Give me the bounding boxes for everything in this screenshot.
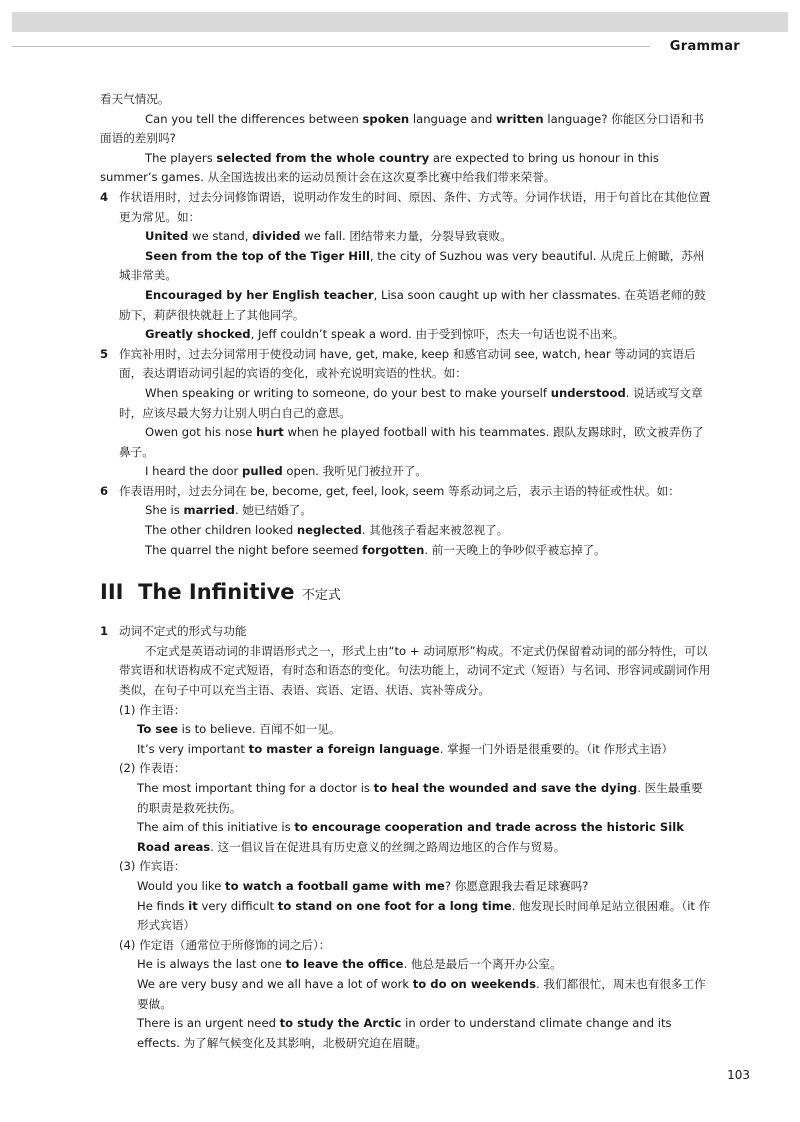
numbered-item-6: 6 作表语用时，过去分词在 be, become, get, feel, look, seem 等系动词之后，表示主语的特征或性状。如： <box>100 482 712 502</box>
numbered-item-1: 1 动词不定式的形式与功能 <box>100 622 712 642</box>
example-sentence: Can you tell the differences between spoken language and written language? 你能区分口语和书面语的差别吗? <box>100 111 704 146</box>
running-header <box>12 35 788 59</box>
paragraph: 看天气情况。 <box>100 92 170 106</box>
example-sentence: Greatly shocked, Jeff couldn’t speak a word. 由于受到惊吓，杰夫一句话也说不出来。 <box>145 327 625 342</box>
example-sentence: The players selected from the whole country are expected to bring us honour in this summer’s games. 从全国选拔出来的运动员预计会在这次夏季比赛中给我们带来荣誉。 <box>100 150 659 185</box>
example-sentence: Seen from the top of the Tiger Hill, the city of Suzhou was very beautiful. 从虎丘上俯瞰，苏州城非常美。 <box>119 248 705 283</box>
item-number: 6 <box>100 483 109 498</box>
example-sentence: United we stand, divided we fall. 团结带来力量，分裂导致衰败。 <box>145 229 512 244</box>
top-gray-bar <box>12 12 788 32</box>
page-number: 103 <box>727 1068 750 1082</box>
header-title: Grammar <box>669 39 740 54</box>
example-sentence: It’s very important to master a foreign language. 掌握一门外语是很重要的。（it 作形式主语） <box>137 741 674 756</box>
example-sentence: He finds it very difficult to stand on one foot for a long time. 他发现长时间单足站立很困难。（it 作形式宾语） <box>137 898 711 933</box>
example-sentence: The aim of this initiative is to encourage cooperation and trade across the historic Silk Road areas. 这一倡议旨在促进具有历史意义的丝绸之路周边地区的合作与贸易。 <box>137 820 684 854</box>
paragraph: 不定式是英语动词的非谓语形式之一，形式上由“to + 动词原形”构成。不定式仍保留着动词的部分特性，可以带宾语和状语构成不定式短语，有时态和语态的变化。句法功能上，动词不定式（短语）与名词、形容词或副词作用类似，在句子中可以充当主语、表语、宾语、定语、状语、宾补等成分。 <box>119 643 711 698</box>
example-sentence: She is married. 她已结婚了。 <box>145 503 312 518</box>
item-number: 5 <box>100 346 109 361</box>
section-heading: III The Infinitive 不定式 <box>100 580 341 605</box>
example-sentence: The most important thing for a doctor is to heal the wounded and save the dying. 医生最重要的职责是救死扶伤。 <box>137 781 703 815</box>
page-content <box>100 90 712 1053</box>
item-number: 1 <box>100 624 109 639</box>
example-sentence: When speaking or writing to someone, do your best to make yourself understood. 说话或写文章时，应该尽最大努力让别人明白自己的意思。 <box>119 385 703 420</box>
numbered-item-5: 5 作宾补用时，过去分词常用于使役动词 have, get, make, keep 和感官动词 see, watch, hear 等动词的宾语后面，表达谓语动词引起的宾语的变化，或补充说明宾语的性状。如： <box>100 346 696 381</box>
example-sentence: I heard the door pulled open. 我听见门被拉开了。 <box>145 464 428 479</box>
subheading: (3) 作宾语： <box>119 859 186 874</box>
example-sentence: The other children looked neglected. 其他孩子看起来被忽视了。 <box>145 523 509 538</box>
example-sentence: To see is to believe. 百闻不如一见。 <box>137 722 341 737</box>
subheading: (1) 作主语： <box>119 702 186 717</box>
example-sentence: We are very busy and we all have a lot of work to do on weekends. 我们都很忙，周末也有很多工作要做。 <box>137 976 706 1011</box>
numbered-item-4: 4 作状语用时，过去分词修饰谓语，说明动作发生的时间、原因、条件、方式等。分词作状语，用于句首比在其他位置更为常见。如： <box>100 189 711 224</box>
example-sentence: There is an urgent need to study the Arctic in order to understand climate change and its effects. 为了解气候变化及其影响，北极研究迫在眉睫。 <box>137 1016 672 1050</box>
example-sentence: Would you like to watch a football game with me? 你愿意跟我去看足球赛吗? <box>137 878 589 893</box>
subheading: (4) 作定语（通常位于所修饰的词之后）： <box>119 937 331 952</box>
example-sentence: The quarrel the night before seemed forgotten. 前一天晚上的争吵似乎被忘掉了。 <box>145 542 606 557</box>
item-number: 4 <box>100 189 109 204</box>
subheading: (2) 作表语： <box>119 761 186 776</box>
example-sentence: Encouraged by her English teacher, Lisa soon caught up with her classmates. 在英语老师的鼓励下，莉萨很快就赶上了其他同学。 <box>119 287 706 322</box>
example-sentence: Owen got his nose hurt when he played football with his teammates. 跟队友踢球时，欧文被弄伤了鼻子。 <box>119 425 704 459</box>
example-sentence: He is always the last one to leave the office. 他总是最后一个离开办公室。 <box>137 957 562 972</box>
header-rule <box>12 46 650 47</box>
